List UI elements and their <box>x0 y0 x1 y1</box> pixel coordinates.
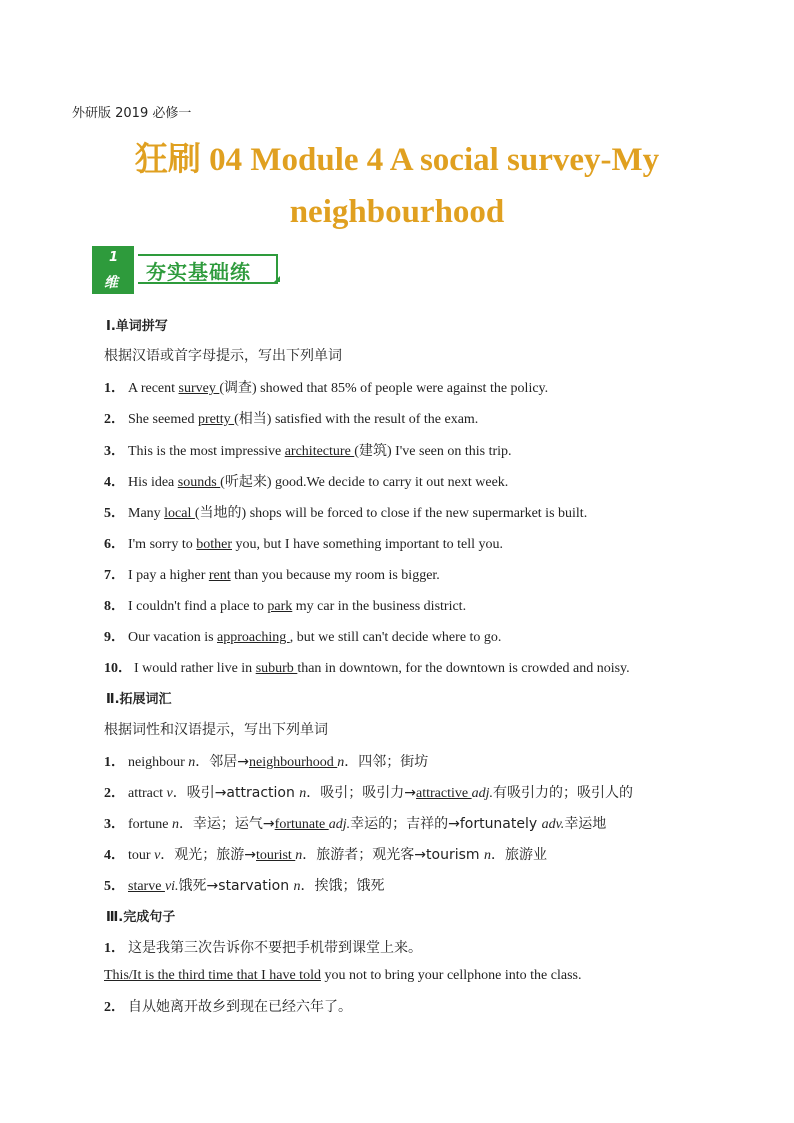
item-text: than you because my room is bigger. <box>230 568 440 583</box>
badge-number: 1 <box>109 250 119 265</box>
spelling-item-8 <box>104 595 466 615</box>
spelling-item-10 <box>104 657 630 677</box>
spelling-item-6 <box>104 533 503 553</box>
section2-instruction: 根据词性和汉语提示，写出下列单词 <box>104 722 328 738</box>
item-text: Our vacation is <box>128 630 218 645</box>
spelling-item-5 <box>104 502 587 522</box>
answer: pretty <box>197 412 235 427</box>
answer: This/It is the third time that I have told <box>104 968 321 983</box>
vocab-item-5: 5． starve vi.饿死→starvation n．挨饿；饿死 <box>104 878 385 894</box>
item-text: I'm sorry to <box>128 537 197 552</box>
item-text: I pay a higher <box>128 568 209 583</box>
title-line-2: neighbourhood <box>289 194 505 230</box>
spelling-item-9 <box>104 626 501 646</box>
item-text: (听起来) good.We decide to carry it out next week. <box>220 475 509 490</box>
item-text: A recent <box>128 381 179 396</box>
vocab-item-3: 3． fortune n．幸运；运气→fortunate adj.幸运的；吉祥的→fortunately adv.幸运地 <box>104 816 607 832</box>
edition-label: 外研版 2019 必修一 <box>72 106 192 121</box>
answer: suburb <box>255 661 298 676</box>
item-text: Many <box>128 506 165 521</box>
item-text: This is the most impressive <box>128 444 285 459</box>
answer: local <box>164 506 195 521</box>
badge-corner-decoration <box>274 276 280 282</box>
item-text: (相当) satisfied with the result of the exam. <box>234 412 479 427</box>
answer: architecture <box>284 444 355 459</box>
item-number: 4． <box>104 475 125 490</box>
answer: attractive <box>416 786 472 801</box>
answer: tourist <box>256 848 296 863</box>
section3-heading: Ⅲ.完成句子 <box>106 910 176 925</box>
item-text: (当地的) shops will be forced to close if the new supermarket is built. <box>194 506 588 521</box>
section1-instruction: 根据汉语或首字母提示，写出下列单词 <box>104 348 342 364</box>
item-text: (调查) showed that 85% of people were against the policy. <box>219 381 549 396</box>
item-text: I would rather live in <box>134 661 256 676</box>
item-number: 6． <box>104 537 125 552</box>
answer: survey <box>178 381 220 396</box>
badge-label-box <box>138 254 278 284</box>
answer: rent <box>208 568 231 583</box>
item-number: 9． <box>104 630 125 645</box>
item-number: 7． <box>104 568 125 583</box>
answer: fortunate <box>274 817 329 832</box>
title-line-1: 狂刷 04 Module 4 A social survey-My <box>134 142 660 178</box>
item-text: , but we still can't decide where to go. <box>289 630 502 645</box>
section2-heading: Ⅱ.拓展词汇 <box>106 692 172 707</box>
spelling-item-3 <box>104 440 512 460</box>
vocab-item-4: 4． tour v．观光；旅游→tourist n．旅游者；观光客→tourism n．旅游业 <box>104 847 547 863</box>
sentence-q1-answer: This/It is the third time that I have told you not to bring your cellphone into the class. <box>104 968 582 983</box>
answer: park <box>267 599 293 614</box>
item-number: 2． <box>104 412 125 427</box>
vocab-item-1: 1． neighbour n．邻居→neighbourhood n．四邻；街坊 <box>104 754 429 770</box>
answer: bother <box>196 537 233 552</box>
item-text: my car in the business district. <box>292 599 467 614</box>
item-number: 8． <box>104 599 125 614</box>
answer: neighbourhood <box>249 755 338 770</box>
item-text: you, but I have something important to tell you. <box>232 537 504 552</box>
badge-dimension: 维 <box>104 275 118 291</box>
section1-heading: Ⅰ.单词拼写 <box>106 319 168 334</box>
answer: approaching <box>217 630 290 645</box>
item-number: 3． <box>104 444 125 459</box>
item-text: than in downtown, for the downtown is crowded and noisy. <box>297 661 630 676</box>
spelling-item-4 <box>104 471 508 491</box>
page-title <box>0 134 794 238</box>
spelling-item-1 <box>104 377 548 397</box>
item-text: I couldn't find a place to <box>128 599 268 614</box>
item-number: 5． <box>104 506 125 521</box>
item-number: 1． <box>104 381 125 396</box>
item-text: She seemed <box>128 412 198 427</box>
badge-number-block <box>92 246 134 294</box>
sentence-q2-chinese: 2． 自从她离开故乡到现在已经六年了。 <box>104 999 352 1015</box>
sentence-q1-chinese: 1． 这是我第三次告诉你不要把手机带到课堂上来。 <box>104 940 422 956</box>
spelling-item-7 <box>104 564 440 584</box>
item-text: His idea <box>128 475 178 490</box>
item-number: 10． <box>104 661 132 676</box>
answer: starve <box>128 879 165 894</box>
badge-label: 夯实基础练 <box>146 260 251 284</box>
spelling-item-2 <box>104 408 478 428</box>
vocab-item-2: 2． attract v．吸引→attraction n．吸引；吸引力→attractive adj.有吸引力的；吸引人的 <box>104 785 633 801</box>
item-text: (建筑) I've seen on this trip. <box>354 444 512 459</box>
section-badge <box>92 246 287 294</box>
answer: sounds <box>177 475 221 490</box>
